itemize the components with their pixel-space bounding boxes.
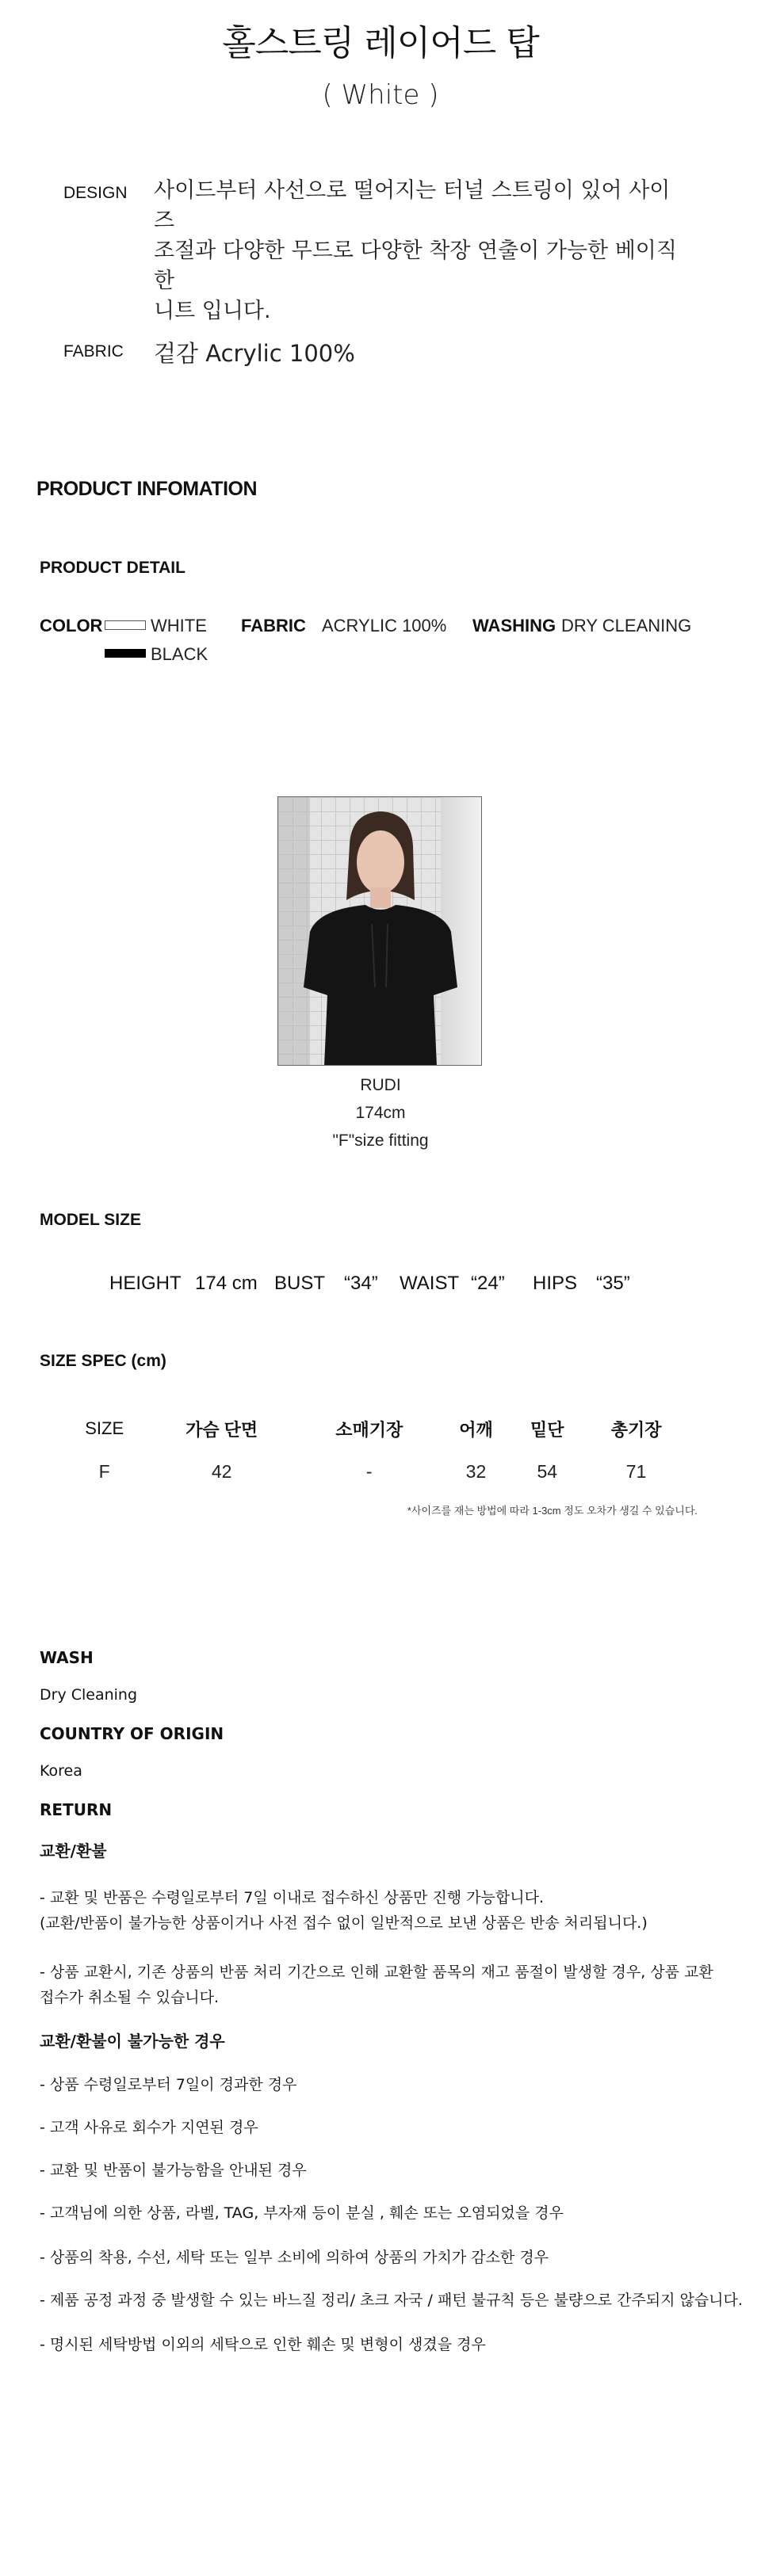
model-hips-value: “35” bbox=[596, 1273, 630, 1294]
origin-heading: COUNTRY OF ORIGIN bbox=[40, 1724, 224, 1743]
list-item: - 고객 사유로 회수가 지연된 경우 bbox=[40, 2119, 258, 2136]
size-note: *사이즈를 재는 방법에 따라 1-3cm 정도 오차가 생길 수 있습니다. bbox=[407, 1505, 698, 1517]
size-table-header-row bbox=[63, 1406, 690, 1451]
model-size-heading: MODEL SIZE bbox=[40, 1211, 141, 1229]
model-height-value: 174 cm bbox=[195, 1273, 258, 1294]
exchange-line-3: - 상품 교환시, 기존 상품의 반품 처리 기간으로 인해 교환할 품목의 재고 품절이 발생할 경우, 상품 교환 bbox=[40, 1963, 713, 1981]
model-name: RUDI bbox=[360, 1076, 401, 1094]
white-swatch-icon bbox=[105, 620, 146, 630]
not-allowed-heading: 교환/환불이 불가능한 경우 bbox=[40, 2032, 225, 2051]
size-header-length: 총기장 bbox=[610, 1419, 662, 1440]
table-row bbox=[63, 1451, 690, 1492]
size-header-hem: 밑단 bbox=[530, 1419, 564, 1440]
model-hips-label: HIPS bbox=[533, 1273, 578, 1294]
product-information-heading: PRODUCT INFOMATION bbox=[36, 478, 258, 500]
size-header-size: SIZE bbox=[85, 1418, 124, 1438]
model-illustration bbox=[278, 797, 482, 1066]
fabric-detail-label: FABRIC bbox=[241, 616, 306, 635]
size-header-chest: 가슴 단면 bbox=[185, 1419, 258, 1440]
list-item: - 고객님에 의한 상품, 라벨, TAG, 부자재 등이 분실 , 훼손 또는 오염되었을 경우 bbox=[40, 2204, 564, 2222]
model-fitting: "F"size fitting bbox=[332, 1132, 429, 1150]
list-item: - 상품의 착용, 수선, 세탁 또는 일부 소비에 의하여 상품의 가치가 감소한 경우 bbox=[40, 2249, 549, 2266]
design-description bbox=[154, 176, 677, 326]
color-label: COLOR bbox=[40, 616, 103, 635]
fabric-description: 겉감 Acrylic 100% bbox=[154, 340, 355, 367]
washing-value: DRY CLEANING bbox=[561, 616, 692, 635]
return-heading: RETURN bbox=[40, 1800, 113, 1819]
model-height-label: HEIGHT bbox=[109, 1273, 182, 1294]
exchange-line-2: (교환/반품이 불가능한 상품이거나 사전 접수 없이 일반적으로 보낸 상품은 반송 처리됩니다.) bbox=[40, 1914, 648, 1932]
black-swatch-icon bbox=[105, 649, 146, 658]
fabric-label: FABRIC bbox=[63, 342, 124, 361]
size-header-shoulder: 어깨 bbox=[459, 1419, 493, 1440]
product-color-subtitle: ( White ) bbox=[322, 79, 439, 111]
wash-value: Dry Cleaning bbox=[40, 1686, 138, 1704]
model-bust-value: “34” bbox=[344, 1273, 378, 1294]
list-item: - 상품 수령일로부터 7일이 경과한 경우 bbox=[40, 2076, 297, 2093]
size-spec-table bbox=[63, 1406, 690, 1492]
chest-cell: 42 bbox=[211, 1460, 232, 1482]
product-detail-heading: PRODUCT DETAIL bbox=[40, 559, 185, 577]
list-item: - 교환 및 반품이 불가능함을 안내된 경우 bbox=[40, 2162, 307, 2179]
model-waist-label: WAIST bbox=[400, 1273, 460, 1294]
model-waist-value: “24” bbox=[471, 1273, 505, 1294]
size-cell: F bbox=[98, 1460, 110, 1482]
wash-heading: WASH bbox=[40, 1648, 94, 1667]
product-title: 홀스트링 레이어드 탑 bbox=[222, 23, 539, 63]
washing-label: WASHING bbox=[472, 616, 556, 635]
shoulder-cell: 32 bbox=[465, 1460, 487, 1482]
exchange-heading: 교환/환불 bbox=[40, 1841, 107, 1860]
fabric-detail-value: ACRYLIC 100% bbox=[322, 616, 447, 635]
model-height: 174cm bbox=[355, 1104, 406, 1122]
sleeve-cell: - bbox=[365, 1460, 373, 1482]
size-spec-heading: SIZE SPEC (cm) bbox=[40, 1352, 166, 1370]
length-cell: 71 bbox=[625, 1460, 647, 1482]
list-item: - 명시된 세탁방법 이외의 세탁으로 인한 훼손 및 변형이 생겼을 경우 bbox=[40, 2336, 486, 2353]
list-item: - 제품 공정 과정 중 발생할 수 있는 바느질 정리/ 초크 자국 / 패턴 불규칙 등은 불량으로 간주되지 않습니다. bbox=[40, 2292, 743, 2309]
model-bust-label: BUST bbox=[274, 1273, 326, 1294]
color-black: BLACK bbox=[151, 644, 208, 664]
exchange-line-1: - 교환 및 반품은 수령일로부터 7일 이내로 접수하신 상품만 진행 가능합니다. bbox=[40, 1889, 545, 1906]
size-header-sleeve: 소매기장 bbox=[335, 1419, 403, 1440]
design-line-2: 조절과 다양한 무드로 다양한 착장 연출이 가능한 베이직한 bbox=[154, 239, 677, 293]
design-line-3: 니트 입니다. bbox=[154, 299, 271, 323]
color-white: WHITE bbox=[151, 616, 207, 635]
hem-cell: 54 bbox=[537, 1460, 558, 1482]
design-line-1: 사이드부터 사선으로 떨어지는 터널 스트링이 있어 사이즈 bbox=[154, 178, 671, 233]
origin-value: Korea bbox=[40, 1762, 82, 1780]
design-label: DESIGN bbox=[63, 184, 128, 202]
model-photo bbox=[277, 796, 482, 1066]
exchange-line-4: 접수가 취소될 수 있습니다. bbox=[40, 1989, 220, 2006]
